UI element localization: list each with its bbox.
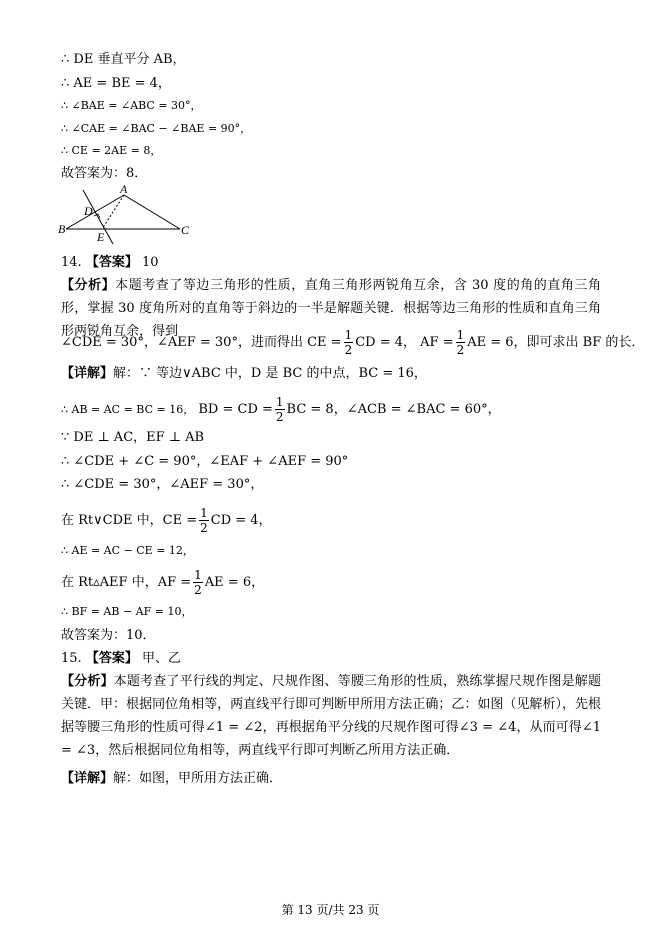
analysis-ce-lhs: CE = bbox=[307, 335, 342, 350]
fraction-denominator: 2 bbox=[194, 583, 202, 597]
q15-answer-value: 甲、乙 bbox=[141, 651, 181, 666]
q14-step-1 bbox=[61, 395, 501, 424]
fraction-numerator: 1 bbox=[275, 395, 284, 409]
q14-analysis-formula bbox=[61, 328, 644, 357]
step-7-a: 在 Rt▵AEF 中，AF = bbox=[61, 575, 192, 590]
label-d: D bbox=[84, 204, 93, 218]
fraction-numerator: 1 bbox=[200, 506, 208, 520]
q14-detail-intro bbox=[61, 367, 427, 380]
q15-analysis bbox=[61, 670, 601, 762]
step-5-b: CD = 4， bbox=[210, 513, 272, 528]
label-e: E bbox=[97, 230, 105, 244]
fraction-half bbox=[199, 506, 209, 535]
label-c: C bbox=[181, 223, 190, 237]
q15-header bbox=[61, 652, 181, 665]
q14-analysis-text: 本题考查了等边三角形的性质，直角三角形两锐角互余，含 30 度的角的直角三角形，掌握 30 度角所对的直角等于斜边的一半是解题关键．根据等边三角形的性质和直角三角形两锐角互余，得到 bbox=[61, 278, 601, 339]
step-1-c: BC = 8，∠ACB = ∠BAC = 60°， bbox=[286, 402, 501, 417]
q14-step-5 bbox=[61, 506, 272, 535]
analysis-af-rhs: AE = 6，即可求出 BF 的长． bbox=[467, 335, 645, 350]
q14-step-6: ∴ AE = AC − CE = 12， bbox=[61, 544, 194, 557]
q14-step-7 bbox=[61, 568, 264, 597]
q14-step-3: ∴ ∠CDE + ∠C = 90°，∠EAF + ∠AEF = 90° bbox=[61, 454, 349, 469]
q15-analysis-tag: 【分析】 bbox=[61, 674, 114, 689]
fraction-denominator: 2 bbox=[344, 343, 353, 357]
side-ac bbox=[124, 195, 180, 229]
analysis-angles: ∠CDE = 30°，∠AEF = 30°，进而得出 bbox=[61, 335, 303, 350]
q15-number: 15. bbox=[61, 651, 82, 666]
fraction-denominator: 2 bbox=[275, 410, 284, 424]
step-1-a: ∴ AB = AC = BC = 16， bbox=[61, 403, 195, 416]
fraction-numerator: 1 bbox=[344, 328, 353, 342]
q14-answer-tag: 【答案】 bbox=[85, 255, 138, 270]
solution-line-4: ∴ ∠CAE = ∠BAC − ∠BAE = 90°， bbox=[61, 122, 252, 135]
fraction-half bbox=[456, 328, 466, 357]
fraction-denominator: 2 bbox=[200, 521, 208, 535]
fraction-half bbox=[344, 328, 354, 357]
segment-ae bbox=[102, 195, 124, 229]
fraction-numerator: 1 bbox=[194, 568, 202, 582]
q14-detail-tag: 【详解】 bbox=[61, 366, 114, 381]
label-a: A bbox=[120, 184, 128, 196]
q15-detail bbox=[61, 772, 282, 785]
label-b: B bbox=[58, 222, 66, 236]
triangle-figure bbox=[58, 184, 198, 246]
q14-step-4: ∴ ∠CDE = 30°，∠AEF = 30°， bbox=[61, 477, 264, 492]
q14-analysis-tag: 【分析】 bbox=[61, 278, 116, 293]
fraction-denominator: 2 bbox=[456, 343, 465, 357]
q14-number: 14. bbox=[61, 255, 82, 270]
q14-header bbox=[61, 256, 159, 269]
analysis-ce-rhs: CD = 4， bbox=[355, 335, 417, 350]
q14-detail-text: 解：∵ 等边∨ABC 中，D 是 BC 的中点，BC = 16， bbox=[113, 366, 427, 381]
step-7-b: AE = 6， bbox=[204, 575, 265, 590]
solution-line-2: ∴ AE = BE = 4， bbox=[61, 76, 171, 91]
q14-final-answer: 故答案为：10． bbox=[61, 628, 156, 643]
step-5-a: 在 Rt∨CDE 中，CE = bbox=[61, 513, 198, 528]
q15-detail-tag: 【详解】 bbox=[61, 771, 114, 786]
q14-step-8: ∴ BF = AB − AF = 10， bbox=[61, 605, 193, 618]
q15-detail-text: 解：如图，甲所用方法正确． bbox=[113, 771, 283, 786]
q15-analysis-text: 本题考查了平行线的判定、尺规作图、等腰三角形的性质，熟练掌握尺规作图是解题关键．甲：根据同位角相等，两直线平行即可判断甲所用方法正确；乙：如图（见解析），先根据等腰三角形的性质可得∠1 = ∠2，再根据角平分线的尺规作图可得∠3 = ∠4，从而可得∠1 = ∠3，然后根据同位角相等，两直线平行即可判断乙所用方法正确． bbox=[61, 674, 601, 758]
solution-line-1: ∴ DE 垂直平分 AB， bbox=[61, 52, 186, 67]
fraction-half bbox=[193, 568, 203, 597]
page-footer: 第 13 页/共 23 页 bbox=[281, 903, 380, 917]
step-1-b: BD = CD = bbox=[198, 402, 273, 417]
solution-line-6: 故答案为：8． bbox=[61, 166, 148, 181]
solution-line-5: ∴ CE = 2AE = 8， bbox=[61, 144, 162, 157]
q14-step-2: ∵ DE ⊥ AC，EF ⊥ AB bbox=[61, 430, 205, 445]
q14-answer-value: 10 bbox=[141, 255, 159, 270]
q15-answer-tag: 【答案】 bbox=[85, 651, 138, 666]
analysis-af-lhs: AF = bbox=[420, 335, 454, 350]
fraction-half bbox=[275, 395, 285, 424]
fraction-numerator: 1 bbox=[456, 328, 465, 342]
solution-line-3: ∴ ∠BAE = ∠ABC = 30°， bbox=[61, 99, 202, 112]
